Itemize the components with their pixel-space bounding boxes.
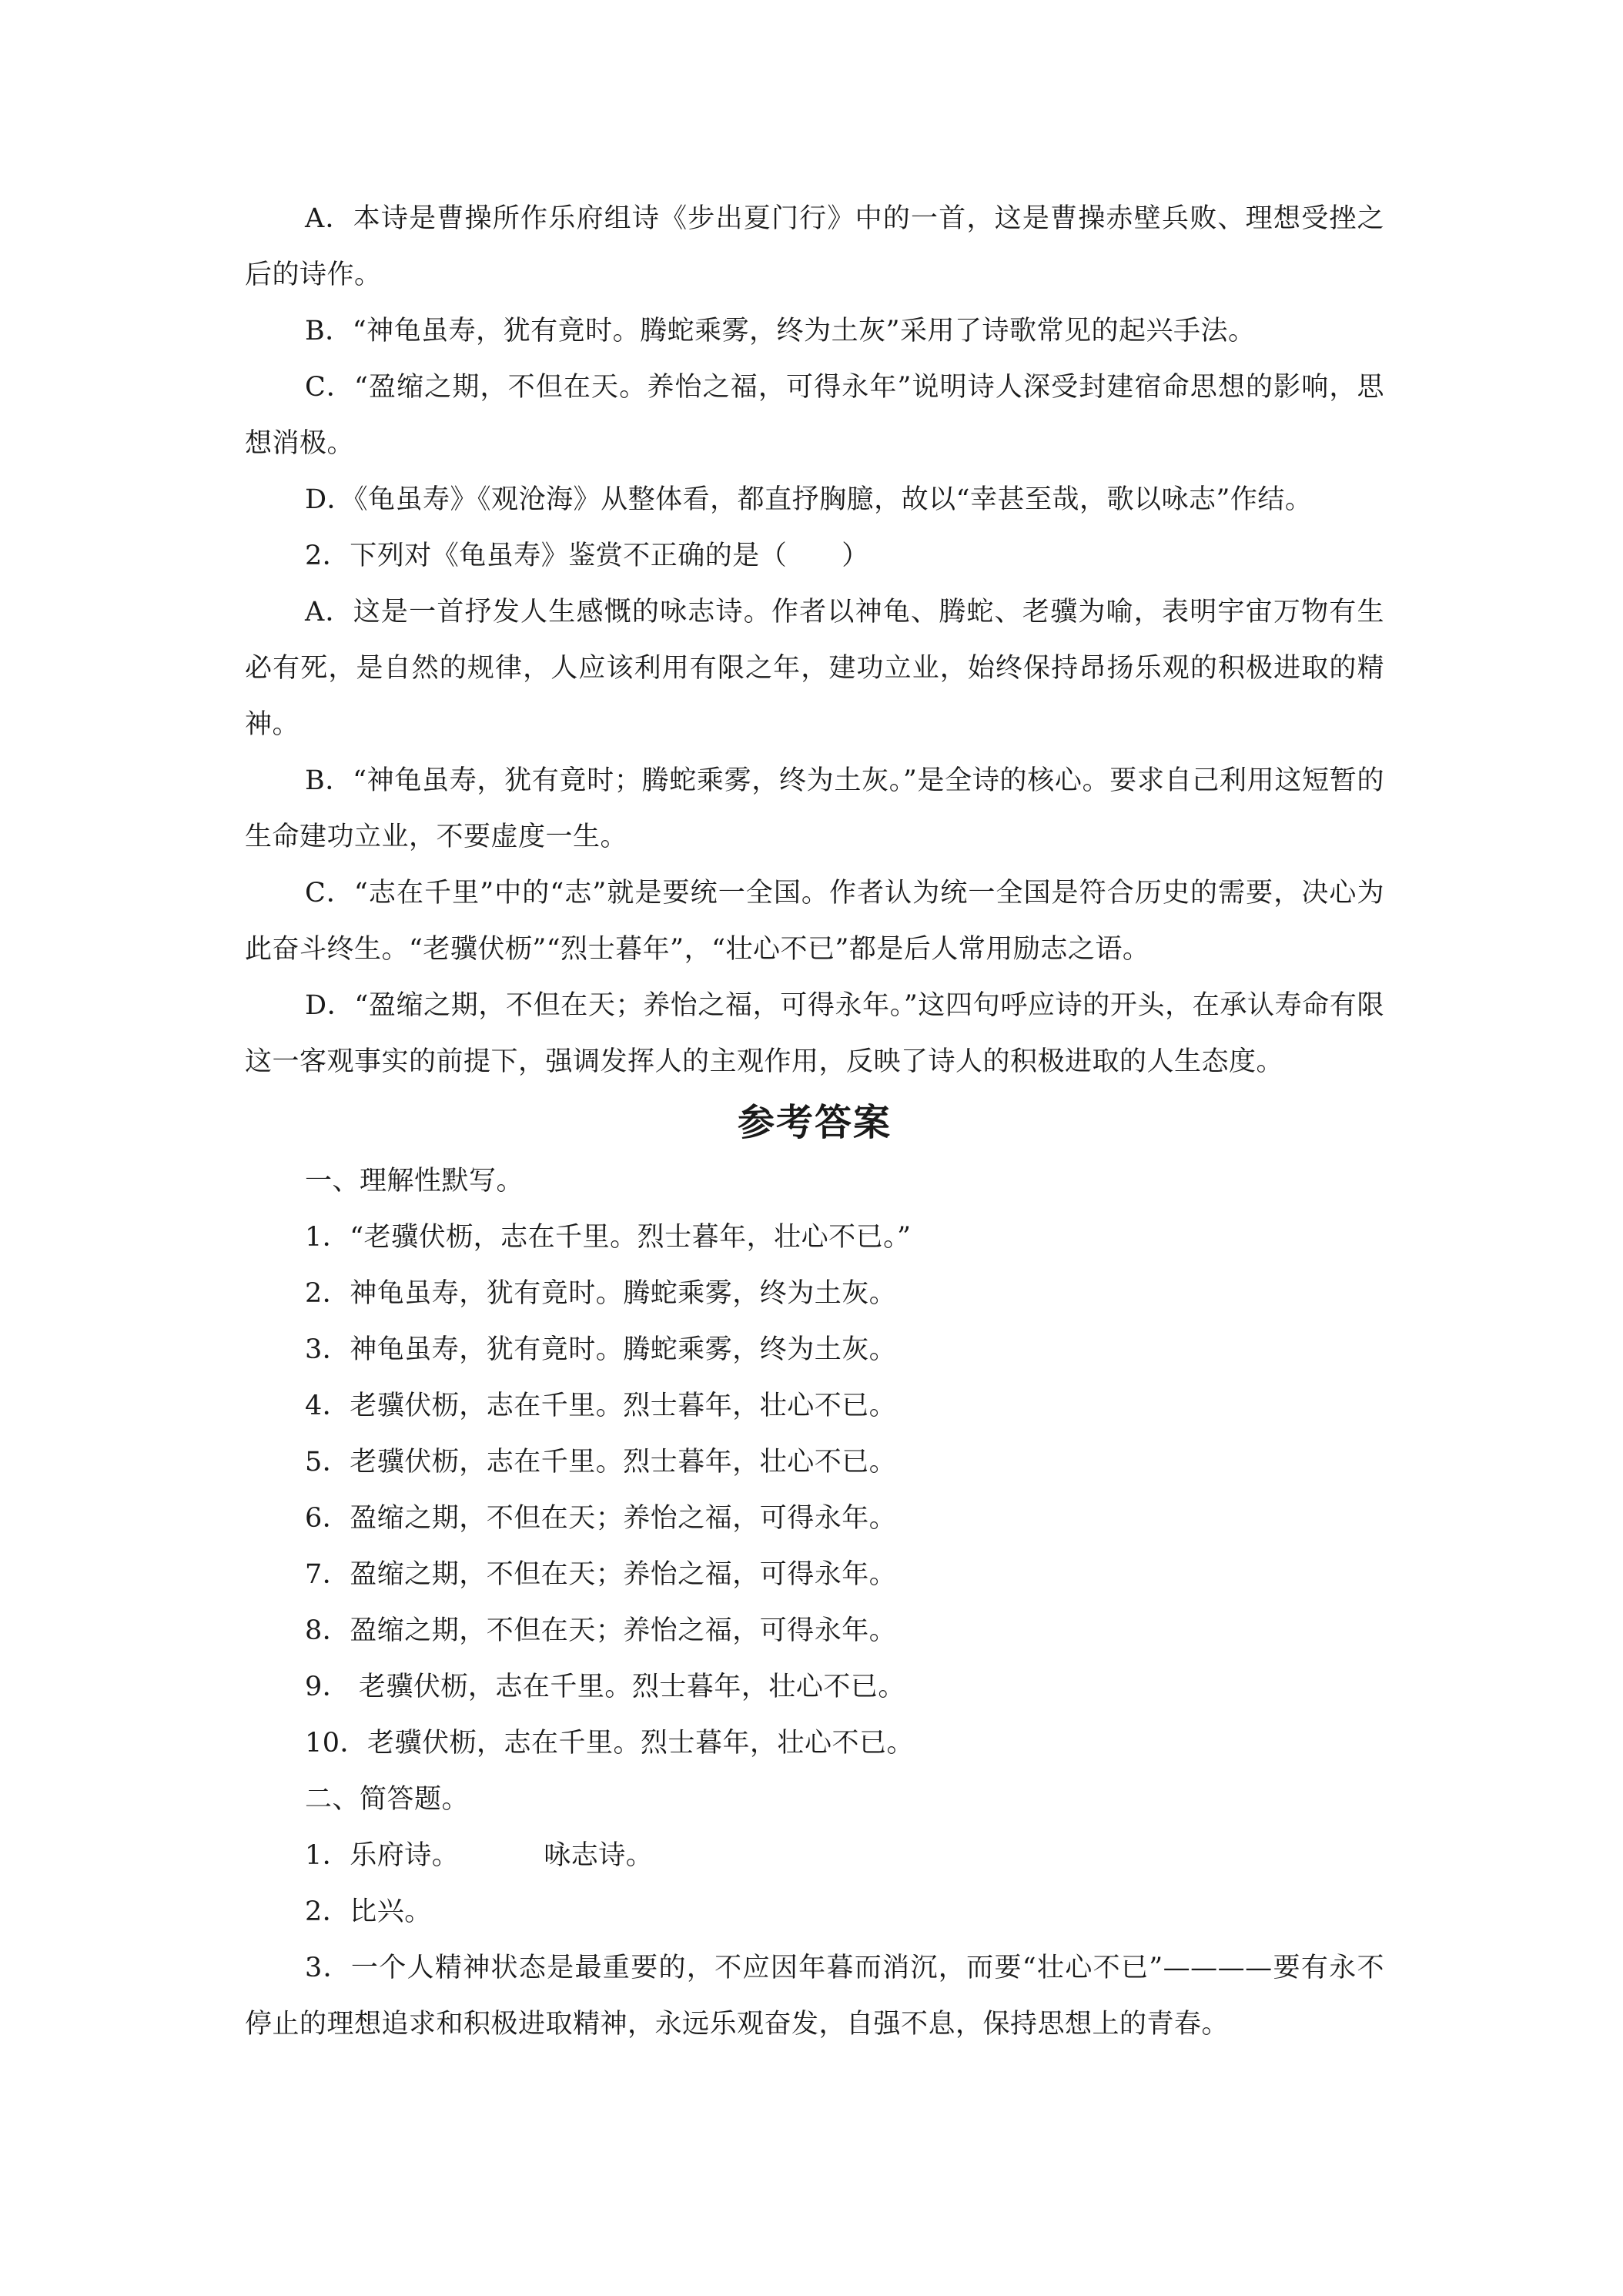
document-page xyxy=(245,191,1384,2053)
q1-option-d: D．《龟虽寿》《观沧海》从整体看，都直抒胸臆，故以“幸甚至哉，歌以咏志”作结。 xyxy=(305,484,1313,515)
q1-option-c: C．“盈缩之期，不但在天。养怡之福，可得永年”说明诗人深受封建宿命思想的影响，思想消极。 xyxy=(245,372,1384,459)
section2-item-3: 3．一个人精神状态是最重要的，不应因年暮而消沉，而要“壮心不已”————要有永不停止的理想追求和积极进取精神，永远乐观奋发，自强不息，保持思想上的青春。 xyxy=(245,1953,1384,2040)
section2-item-1 xyxy=(245,1828,1384,1884)
section1-item-2: 2．神龟虽寿，犹有竟时。腾蛇乘雾，终为土灰。 xyxy=(305,1278,897,1309)
section2-item-1-answer-b: 咏志诗。 xyxy=(544,1840,654,1871)
section1-item-7: 7．盈缩之期，不但在天；养怡之福，可得永年。 xyxy=(305,1559,897,1590)
section1-item-9: 9． 老骥伏枥，志在千里。烈士暮年，壮心不已。 xyxy=(305,1672,905,1702)
section1-item-6: 6．盈缩之期，不但在天；养怡之福，可得永年。 xyxy=(305,1503,897,1534)
section1-item-4: 4．老骥伏枥，志在千里。烈士暮年，壮心不已。 xyxy=(305,1391,897,1421)
section1-item-8: 8．盈缩之期，不但在天；养怡之福，可得永年。 xyxy=(305,1615,897,1646)
q2-option-a: A．这是一首抒发人生感慨的咏志诗。作者以神龟、腾蛇、老骥为喻，表明宇宙万物有生必有死，是自然的规律，人应该利用有限之年，建功立业，始终保持昂扬乐观的积极进取的精神。 xyxy=(245,597,1384,740)
section2-title: 二、简答题。 xyxy=(305,1784,470,1815)
section1-item-5: 5．老骥伏枥，志在千里。烈士暮年，壮心不已。 xyxy=(305,1447,897,1478)
section1-item-10: 10．老骥伏枥，志在千里。烈士暮年，壮心不已。 xyxy=(305,1728,915,1759)
section1-title: 一、理解性默写。 xyxy=(305,1166,524,1197)
q1-option-a: A．本诗是曹操所作乐府组诗《步出夏门行》中的一首，这是曹操赤壁兵败、理想受挫之后的诗作。 xyxy=(245,203,1384,290)
answers-title: 参考答案 xyxy=(737,1101,892,1144)
q2-option-c: C．“志在千里”中的“志”就是要统一全国。作者认为统一全国是符合历史的需要，决心为此奋斗终生。“老骥伏枥”“烈士暮年”，“壮心不已”都是后人常用励志之语。 xyxy=(245,878,1384,965)
section1-item-1: 1．“老骥伏枥，志在千里。烈士暮年，壮心不已。” xyxy=(305,1222,912,1253)
section2-item-2: 2．比兴。 xyxy=(305,1896,432,1927)
q2-option-b: B．“神龟虽寿，犹有竟时；腾蛇乘雾，终为土灰。”是全诗的核心。要求自己利用这短暂的生命建功立业，不要虚度一生。 xyxy=(245,765,1384,852)
q2-option-d: D．“盈缩之期，不但在天；养怡之福，可得永年。”这四句呼应诗的开头，在承认寿命有限这一客观事实的前提下，强调发挥人的主观作用，反映了诗人的积极进取的人生态度。 xyxy=(245,990,1384,1077)
q2-stem: 2．下列对《龟虽寿》鉴赏不正确的是（ ） xyxy=(305,541,869,571)
q1-option-b: B．“神龟虽寿，犹有竟时。腾蛇乘雾，终为土灰”采用了诗歌常见的起兴手法。 xyxy=(305,316,1256,346)
section2-item-1-answer-a: 1．乐府诗。 xyxy=(305,1840,460,1871)
section1-item-3: 3．神龟虽寿，犹有竟时。腾蛇乘雾，终为土灰。 xyxy=(305,1334,897,1365)
